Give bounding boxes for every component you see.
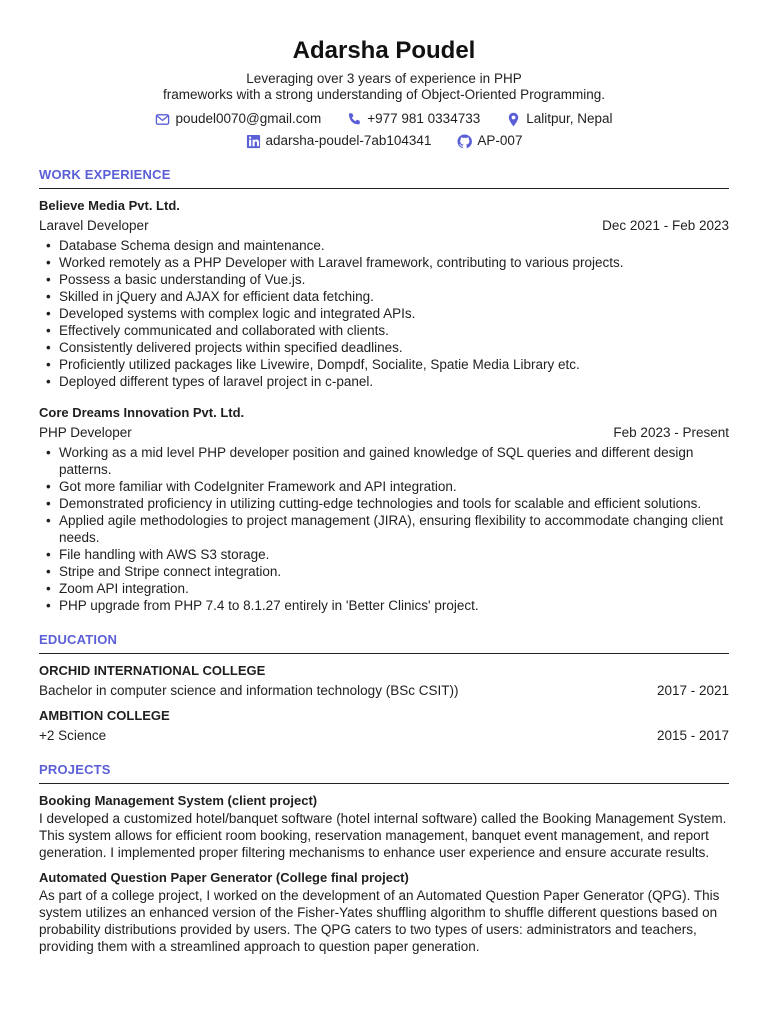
work-experience-heading: WORK EXPERIENCE xyxy=(39,167,729,189)
education-entry xyxy=(39,707,729,744)
education-entry xyxy=(39,662,729,699)
map-pin-icon xyxy=(506,112,521,127)
bullet-item: • Deployed different types of laravel project in c-panel. xyxy=(59,373,729,390)
github-text: AP-007 xyxy=(477,133,523,148)
bullet-item: • Database Schema design and maintenance. xyxy=(59,237,729,254)
project-description: I developed a customized hotel/banquet software (hotel internal software) called the Booking Management System. This system allows for efficient room booking, reservation management, banquet event management, and report generation. I implemented proper filtering mechanisms to enhance user experience and ensure accurate results. xyxy=(39,811,727,860)
linkedin-icon xyxy=(246,134,261,149)
project-entry xyxy=(39,869,729,955)
degree: Bachelor in computer science and information technology (BSc CSIT)) xyxy=(39,683,459,698)
job-dates: Feb 2023 - Present xyxy=(613,425,729,440)
job-bullets xyxy=(39,237,729,390)
contact-location xyxy=(506,111,612,127)
company-name: Core Dreams Innovation Pvt. Ltd. xyxy=(39,405,245,420)
bullet-item: • Zoom API integration. xyxy=(59,580,729,597)
contact-row xyxy=(39,111,729,127)
bullet-item: • Stripe and Stripe connect integration. xyxy=(59,563,729,580)
education-dates: 2017 - 2021 xyxy=(656,683,729,698)
job-dates: Dec 2021 - Feb 2023 xyxy=(602,218,729,233)
company-name: Believe Media Pvt. Ltd. xyxy=(39,198,180,213)
education-heading: EDUCATION xyxy=(39,632,729,654)
project-title: Automated Question Paper Generator (College final project) xyxy=(39,870,409,885)
school-name: ORCHID INTERNATIONAL COLLEGE xyxy=(39,663,266,678)
linkedin-text: adarsha-poudel-7ab104341 xyxy=(265,133,432,148)
bullet-item: • Consistently delivered projects within specified deadlines. xyxy=(59,339,729,356)
degree-line xyxy=(39,682,729,699)
bullet-item: • Demonstrated proficiency in utilizing cutting-edge technologies and tools for scalable and efficient solutions. xyxy=(59,495,729,512)
bullet-item: • Applied agile methodologies to project management (JIRA), ensuring flexibility to accommodate changing client needs. xyxy=(59,512,729,546)
job-entry xyxy=(39,404,729,614)
bullet-item: • Developed systems with complex logic and integrated APIs. xyxy=(59,305,729,322)
bullet-item: • Effectively communicated and collaborated with clients. xyxy=(59,322,729,339)
bullet-item: • Got more familiar with CodeIgniter Framework and API integration. xyxy=(59,478,729,495)
projects-heading: PROJECTS xyxy=(39,762,729,784)
job-bullets xyxy=(39,444,729,614)
role-line xyxy=(39,217,729,234)
email-text: poudel0070@gmail.com xyxy=(175,111,322,126)
bullet-item: • PHP upgrade from PHP 7.4 to 8.1.27 entirely in 'Better Clinics' project. xyxy=(59,597,729,614)
bullet-item: • Skilled in jQuery and AJAX for efficient data fetching. xyxy=(59,288,729,305)
project-title: Booking Management System (client project) xyxy=(39,793,318,808)
school-name: AMBITION COLLEGE xyxy=(39,708,170,723)
contact-email[interactable] xyxy=(155,111,321,127)
project-description: As part of a college project, I worked on the development of an Automated Question Paper Generator (QPG). This system utilizes an enhanced version of the Fisher-Yates shuffling algorithm to shuffle different questions based on probability distributions provided by users. The QPG caters to two types of users: administrators and teachers, providing them with a streamlined approach to question paper generation. xyxy=(39,888,720,954)
candidate-name: Adarsha Poudel xyxy=(292,37,476,64)
summary-line: Leveraging over 3 years of experience in PHP xyxy=(246,71,522,86)
bullet-item: • Worked remotely as a PHP Developer with Laravel framework, contributing to various projects. xyxy=(59,254,729,271)
bullet-item: • Proficiently utilized packages like Livewire, Dompdf, Socialite, Spatie Media Library etc. xyxy=(59,356,729,373)
summary xyxy=(39,71,729,103)
phone-icon xyxy=(347,112,362,127)
job-role: PHP Developer xyxy=(39,425,132,440)
job-entry xyxy=(39,197,729,390)
education-dates: 2015 - 2017 xyxy=(656,728,729,743)
phone-text: +977 981 0334733 xyxy=(367,111,481,126)
summary-line: frameworks with a strong understanding of Object-Oriented Programming. xyxy=(163,87,605,102)
location-text: Lalitpur, Nepal xyxy=(526,111,613,126)
bullet-item: • Possess a basic understanding of Vue.js. xyxy=(59,271,729,288)
contact-github[interactable] xyxy=(457,133,522,149)
envelope-icon xyxy=(155,112,170,127)
github-icon xyxy=(457,134,472,149)
contact-phone[interactable] xyxy=(347,111,480,127)
bullet-item: • File handling with AWS S3 storage. xyxy=(59,546,729,563)
contact-linkedin[interactable] xyxy=(246,133,432,149)
degree: +2 Science xyxy=(39,728,107,743)
degree-line xyxy=(39,727,729,744)
job-role: Laravel Developer xyxy=(39,218,149,233)
role-line xyxy=(39,424,729,441)
bullet-item: • Working as a mid level PHP developer position and gained knowledge of SQL queries and different design patterns. xyxy=(59,444,729,478)
contact-row-links xyxy=(39,133,729,149)
project-entry xyxy=(39,792,729,861)
